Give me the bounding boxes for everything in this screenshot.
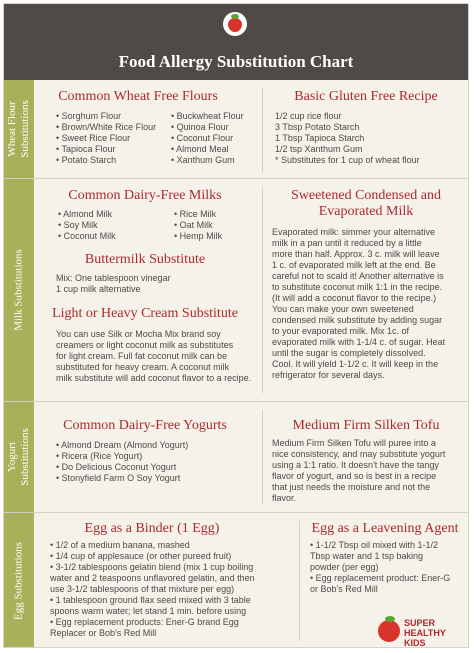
list-item: • Stonyfield Farm O Soy Yogurt <box>56 473 181 483</box>
wheat-section <box>4 80 468 178</box>
list-item: • Xanthum Gum <box>171 155 235 165</box>
egg-side-label: Egg Substitutions <box>4 513 34 648</box>
divider <box>262 88 263 172</box>
wheat-side-label <box>4 80 34 178</box>
cream-substitute-heading: Light or Heavy Cream Substitute <box>52 306 238 321</box>
page-title: Food Allergy Substitution Chart <box>118 52 354 71</box>
list-item: • Sweet Rice Flour <box>56 133 131 143</box>
list-item: • Brown/White Rice Flour <box>56 122 157 132</box>
list-item: • Quinoa Flour <box>171 122 229 132</box>
list-item: • Sorghum Flour <box>56 111 122 121</box>
divider <box>299 521 300 641</box>
list-item: • Hemp Milk <box>174 231 223 241</box>
dairy-free-yogurts-heading: Common Dairy-Free Yogurts <box>63 418 227 433</box>
side-label-line: Substitutions <box>19 100 31 158</box>
list-item: • Almond Dream (Almond Yogurt) <box>56 440 189 450</box>
dairy-free-milks-heading: Common Dairy-Free Milks <box>68 188 222 203</box>
condensed-milk-text: Evaporated milk: simmer your alternative milk in a pan until it reduced by a little more than half. Approx. 3 c. milk will leave 1 c. of evaporated milk left at the end. Be careful not to scald it! Another alternative is to substitute coconut milk 1:1 in the recipe. (It will add a coconut flavor to the recipe.) You can make your own sweetened condensed milk substitute by adding sugar to your evaporated milk. Mix 1c. of evaporated milk with 1-1/4 c. of sugar. Heat until the sugar is completely dissolved. Cool. It will yield 1-1/2 c. It will keep in the refrigerator for several days. <box>272 227 446 380</box>
wheat-free-flours-heading: Common Wheat Free Flours <box>58 89 218 104</box>
divider <box>262 187 263 393</box>
egg-binder-text: • 1/2 of a medium banana, mashed • 1/4 cup of applesauce (or other pureed fruit) • 3-1/2 tablespoons gelatin blend (mix 1 cup boiling water and 2 teaspoons unflavored gelatin, and then use 3-1/2 tablespoons of that mixture per egg) • 1 tablespoon ground flax seed mixed with 3 table spoons warm water; let stand 1 min. before using • Egg replacement products: Ener-G brand Egg Replacer or Bob's Red Mill <box>50 540 255 638</box>
header-bar <box>4 4 468 80</box>
side-label-line: Wheat Flour <box>6 101 18 157</box>
egg-leavening-heading: Egg as a Leavening Agent <box>311 521 459 536</box>
egg-binder-heading: Egg as a Binder (1 Egg) <box>84 521 220 536</box>
wheat-flours-col1 <box>56 111 156 166</box>
gluten-free-recipe-heading: Basic Gluten Free Recipe <box>294 89 438 104</box>
list-item: • Almond Milk <box>58 209 113 219</box>
list-item: • Rice Milk <box>174 209 217 219</box>
milks-col1 <box>58 209 116 242</box>
wheat-flours-col2 <box>171 111 244 166</box>
divider <box>262 410 263 504</box>
yogurt-side-label: Yogurt Substitutions <box>4 402 34 512</box>
egg-leavening-text: • 1-1/2 Tbsp oil mixed with 1-1/2 Tbsp water and 1 tsp baking powder (per egg) • Egg replacement product: Ener-G or Bob's Red Mill <box>310 540 451 594</box>
gluten-free-recipe-text: 1/2 cup rice flour 3 Tbsp Potato Starch 1 Tbsp Tapioca Starch 1/2 tsp Xanthum Gum * Substitutes for 1 cup of wheat flour <box>275 111 420 165</box>
buttermilk-heading: Buttermilk Substitute <box>84 252 206 267</box>
milk-side-label: Milk Substitutions <box>4 179 34 401</box>
list-item: • Potato Starch <box>56 155 117 165</box>
list-item: • Almond Meal <box>171 144 229 154</box>
list-item: • Ricera (Rice Yogurt) <box>56 451 143 461</box>
list-item: • Coconut Milk <box>58 231 116 241</box>
milk-section <box>4 179 468 401</box>
list-item: • Coconut Flour <box>171 133 234 143</box>
silken-tofu-heading: Medium Firm Silken Tofu <box>292 418 440 433</box>
yogurt-section <box>4 402 468 512</box>
strawberry-icon <box>378 620 400 642</box>
list-item: • Oat Milk <box>174 220 213 230</box>
yogurts-list <box>56 440 188 484</box>
list-item: • Do Delicious Coconut Yogurt <box>56 462 177 472</box>
condensed-milk-heading: Sweetened Condensed and Evaporated Milk <box>290 188 442 219</box>
list-item: • Buckwheat Flour <box>171 111 244 121</box>
silken-tofu-text: Medium Firm Silken Tofu will puree into a nice consistency, and may substitute yogurt using a 1:1 ratio. It doesn't have the tangy flavor of yogurt, and so is best in a recipe that just needs the moisture and not the flavor. <box>272 438 446 503</box>
strawberry-logo-icon <box>223 12 247 36</box>
cream-substitute-text: You can use Silk or Mocha Mix brand soy creamers or light coconut milk as substitutes for light cream. Full fat coconut milk can be substituted for heavy cream. A coconut milk milk substitute will add coconut flavor to a recipe. <box>56 329 252 383</box>
list-item: • Tapioca Flour <box>56 144 116 154</box>
super-healthy-kids-logo: SUPER HEALTHY KIDS <box>378 616 469 648</box>
chart-card <box>3 3 469 648</box>
milks-col2 <box>174 209 222 242</box>
buttermilk-text: Mix: One tablespoon vinegar 1 cup milk alternative <box>56 273 171 294</box>
list-item: • Soy Milk <box>58 220 98 230</box>
